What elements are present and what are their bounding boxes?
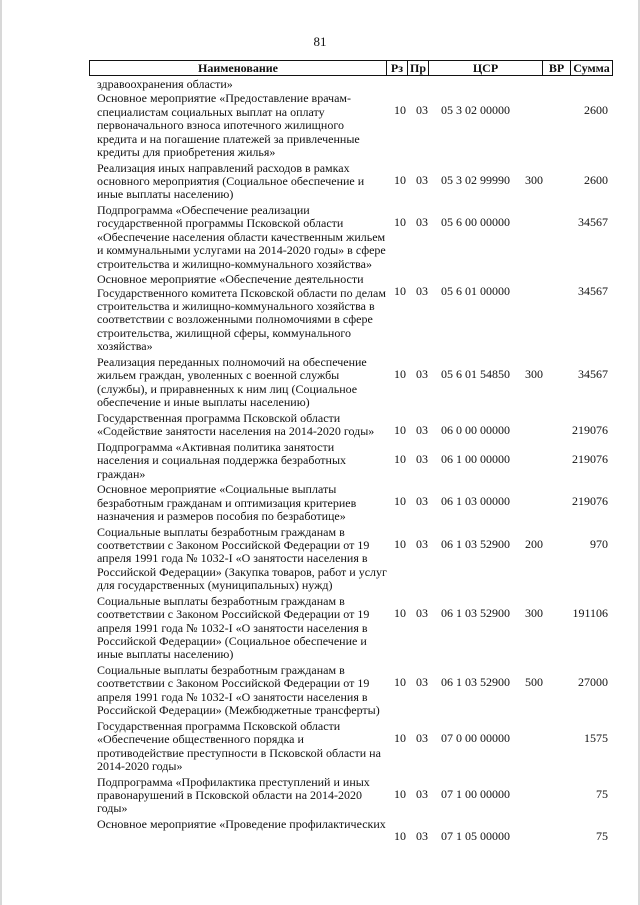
row-rz: 10 [394, 786, 406, 801]
table-row [0, 78, 640, 91]
row-rz: 10 [394, 605, 406, 620]
row-name: Подпрограмма «Активная политика занятости населения и социальная поддержка безработных граждан» [97, 439, 347, 481]
row-rz: 10 [394, 674, 406, 689]
row-sum: 34567 [578, 284, 608, 299]
row-csr: 06 1 03 52900 [441, 674, 510, 689]
row-pr: 03 [416, 605, 428, 620]
row-rz: 10 [394, 494, 406, 509]
row-vr: 300 [525, 605, 543, 620]
header-name: Наименование [90, 61, 387, 75]
table-row [0, 595, 640, 662]
row-sum: 219076 [572, 422, 608, 437]
row-csr: 06 1 03 00000 [441, 494, 510, 509]
row-csr: 05 6 01 00000 [441, 284, 510, 299]
row-pr: 03 [416, 172, 428, 187]
row-rz: 10 [394, 828, 406, 843]
row-rz: 10 [394, 172, 406, 187]
row-sum: 75 [596, 828, 608, 843]
header-sum: Сумма [573, 61, 610, 75]
row-pr: 03 [416, 284, 428, 299]
row-csr: 05 6 01 54850 [441, 366, 510, 381]
table-row [0, 356, 640, 410]
row-name: Основное мероприятие «Предоставление врачам-специалистам социальных выплат на оплату первоначального взноса ипотечного жилищного кредита и на погашение платежей за привлеченные кредиты для приобретения жилья» [97, 91, 360, 160]
row-sum: 970 [590, 536, 608, 551]
page-number: 81 [313, 34, 327, 49]
row-sum: 219076 [572, 451, 608, 466]
row-name: Реализация переданных полномочий на обеспечение жильем граждан, уволенных с военной службы (службы), и приравненных к ним лиц (Социальное обеспечение и иные выплаты населению) [97, 354, 367, 410]
row-pr: 03 [416, 536, 428, 551]
row-csr: 07 0 00 00000 [441, 730, 510, 745]
header-csr: ЦСР [429, 61, 543, 75]
header-pr: Пр [408, 61, 429, 75]
row-pr: 03 [416, 451, 428, 466]
table-row [0, 273, 640, 353]
row-sum: 34567 [578, 215, 608, 230]
row-sum: 34567 [578, 366, 608, 381]
row-csr: 05 3 02 99990 [441, 172, 510, 187]
row-rz: 10 [394, 284, 406, 299]
table-row [0, 526, 640, 593]
row-name: Основное мероприятие «Проведение профилактических [97, 816, 386, 831]
table-row [0, 720, 640, 774]
row-sum: 1575 [584, 730, 608, 745]
row-vr: 200 [525, 536, 543, 551]
row-pr: 03 [416, 730, 428, 745]
row-pr: 03 [416, 786, 428, 801]
row-rz: 10 [394, 215, 406, 230]
row-rz: 10 [394, 730, 406, 745]
row-sum: 27000 [578, 674, 608, 689]
row-csr: 06 1 03 52900 [441, 605, 510, 620]
row-name: Подпрограмма «Профилактика преступлений и иных правонарушений в Псковской области на 2014-2020 годы» [97, 774, 370, 816]
row-name: Реализация иных направлений расходов в рамках основного мероприятия (Социальное обеспечение и иные выплаты населению) [97, 160, 365, 202]
row-rz: 10 [394, 366, 406, 381]
header-vr: ВР [543, 61, 571, 75]
row-name: Основное мероприятие «Социальные выплаты безработным гражданам и оптимизация критериев назначения и размеров пособия по безработице» [97, 482, 357, 523]
row-csr: 05 3 02 00000 [441, 103, 510, 118]
row-pr: 03 [416, 215, 428, 230]
table-row [0, 664, 640, 718]
row-rz: 10 [394, 536, 406, 551]
row-name: Социальные выплаты безработным гражданам в соответствии с Законом Российской Федерации от 19 апреля 1991 года № 1032-I «О занятости населения в Российской Федерации» (Социальное обеспечение и иные выплаты населению) [97, 593, 370, 662]
row-pr: 03 [416, 674, 428, 689]
row-sum: 75 [596, 786, 608, 801]
row-name: Социальные выплаты безработным гражданам в соответствии с Законом Российской Федерации от 19 апреля 1991 года № 1032-I «О занятости населения в Российской Федерации» (Межбюджетные трансферты) [97, 662, 380, 718]
table-header [89, 60, 613, 76]
row-csr: 06 1 00 00000 [441, 451, 510, 466]
table-body [0, 77, 640, 843]
row-name: Государственная программа Псковской области «Обеспечение общественного порядка и противодействие преступности в Псковской области на 2014-2020 годы» [97, 718, 381, 773]
row-pr: 03 [416, 422, 428, 437]
table-row [0, 92, 640, 159]
row-csr: 05 6 00 00000 [441, 215, 510, 230]
row-pr: 03 [416, 366, 428, 381]
row-csr: 07 1 00 00000 [441, 786, 510, 801]
header-rz: Рз [387, 61, 408, 75]
row-name: здравоохранения области» [97, 77, 233, 91]
row-vr: 500 [525, 674, 543, 689]
table-row [0, 816, 640, 843]
row-sum: 2600 [584, 103, 608, 118]
row-csr: 07 1 05 00000 [441, 828, 510, 843]
table-row [0, 441, 640, 481]
row-pr: 03 [416, 828, 428, 843]
row-sum: 219076 [572, 494, 608, 509]
row-name: Подпрограмма «Обеспечение реализации государственной программы Псковской области «Обеспечение населения области качественным жильем и коммунальными услугами на 2014-2020 годы» в сфере строительства и жилищно-коммунального хозяйства» [97, 203, 386, 271]
table-row [0, 776, 640, 816]
row-rz: 10 [394, 451, 406, 466]
row-csr: 06 1 03 52900 [441, 536, 510, 551]
row-rz: 10 [394, 422, 406, 437]
row-csr: 06 0 00 00000 [441, 422, 510, 437]
row-name: Государственная программа Псковской области «Содействие занятости населения на 2014-2020 годы» [97, 410, 375, 439]
row-pr: 03 [416, 494, 428, 509]
row-rz: 10 [394, 103, 406, 118]
row-sum: 191106 [572, 605, 608, 620]
row-name: Основное мероприятие «Обеспечение деятельности Государственного комитета Псковской области по делам строительства и жилищно-коммунального хозяйства в соответствии с возложенными полномочиями в сфере строительства, жилищной сферы, коммунального хозяйства» [97, 272, 386, 354]
table-row [0, 162, 640, 202]
table-row [0, 412, 640, 439]
row-pr: 03 [416, 103, 428, 118]
table-row [0, 483, 640, 523]
row-vr: 300 [525, 172, 543, 187]
row-vr: 300 [525, 366, 543, 381]
row-sum: 2600 [584, 172, 608, 187]
table-row [0, 204, 640, 271]
row-name: Социальные выплаты безработным гражданам в соответствии с Законом Российской Федерации от 19 апреля 1991 года № 1032-I «О занятости населения в Российской Федерации» (Закупка товаров, работ и услуг для государственных (муниципальных) нужд) [97, 524, 387, 593]
